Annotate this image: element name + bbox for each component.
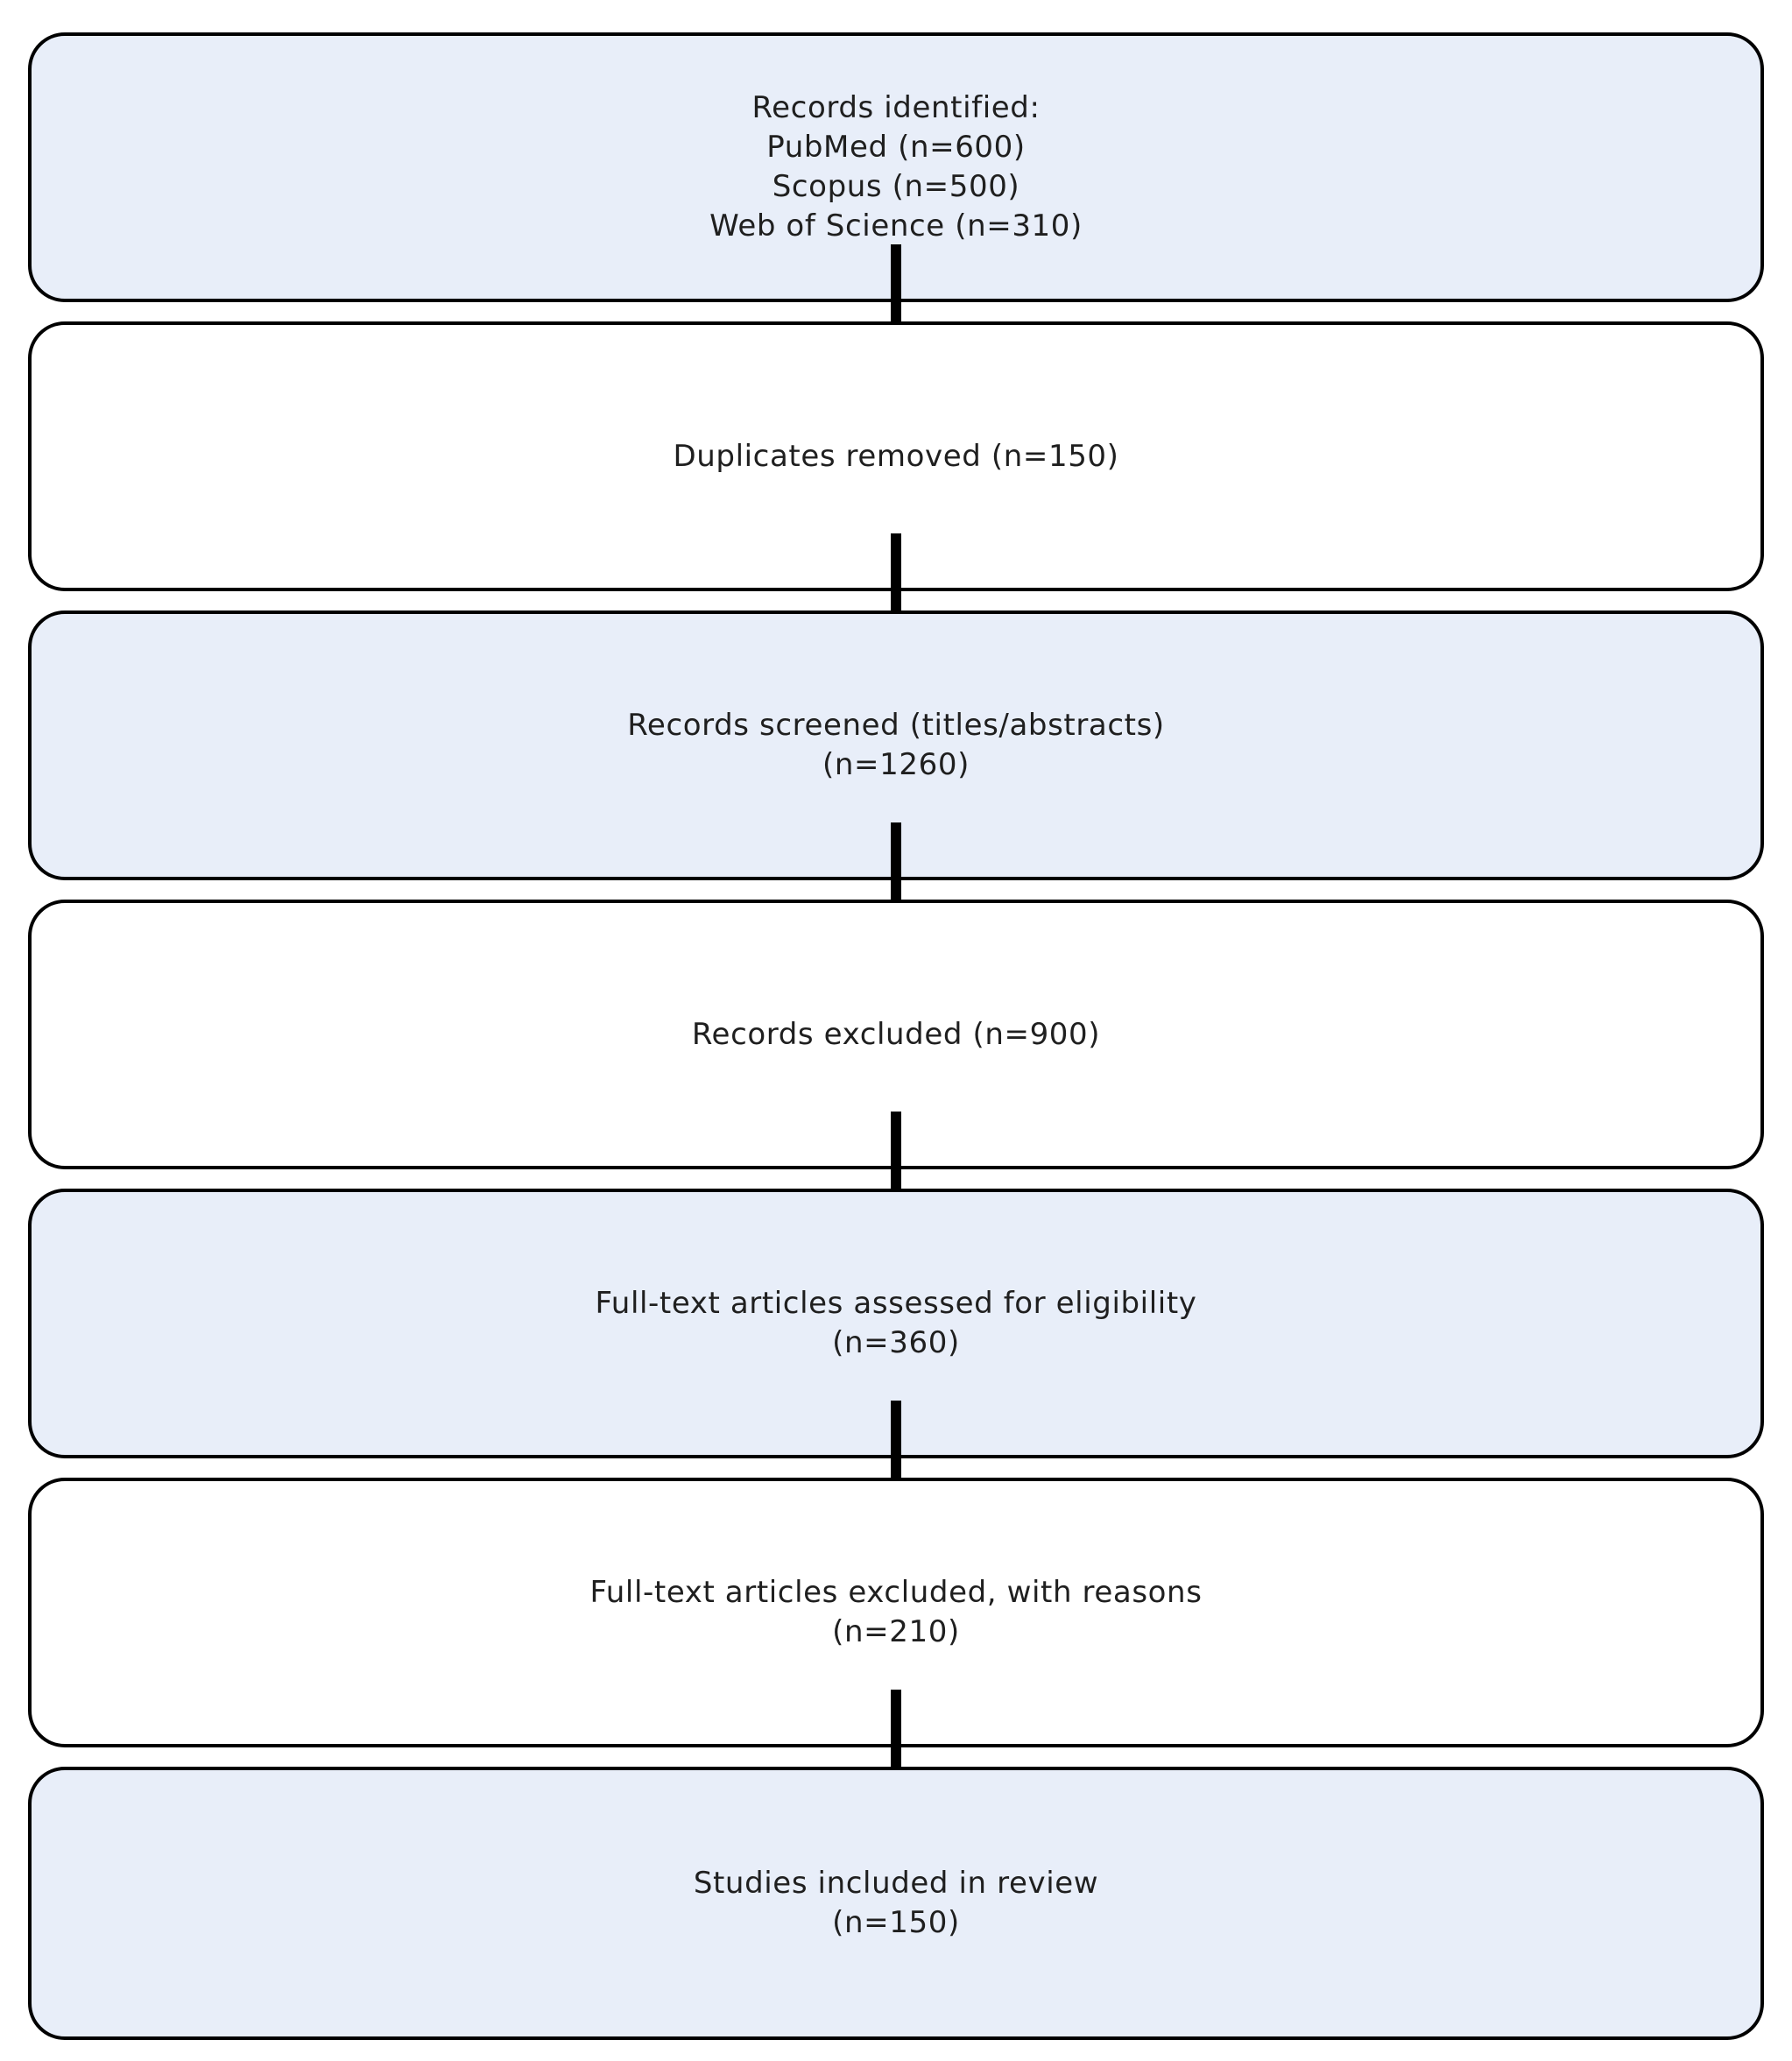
box-text-line: (n=360) bbox=[832, 1325, 960, 1360]
box-text-line: Web of Science (n=310) bbox=[709, 208, 1083, 244]
box-text-line: Studies included in review bbox=[693, 1866, 1099, 1901]
connector-arrow-3 bbox=[891, 822, 901, 903]
box-text-line: Scopus (n=500) bbox=[772, 169, 1020, 204]
box-text-line: Records excluded (n=900) bbox=[691, 1016, 1101, 1052]
box-text-line: (n=1260) bbox=[822, 747, 970, 782]
box-text-line: Records identified: bbox=[751, 90, 1041, 125]
box-text-line: PubMed (n=600) bbox=[766, 130, 1026, 165]
box-text-line: Records screened (titles/abstracts) bbox=[627, 708, 1165, 743]
box-text-line: (n=150) bbox=[832, 1905, 960, 1940]
connector-arrow-1 bbox=[891, 244, 901, 325]
box-studies-included bbox=[28, 1767, 1764, 2040]
connector-arrow-2 bbox=[891, 533, 901, 614]
box-text-line: Full-text articles assessed for eligibility bbox=[595, 1286, 1197, 1321]
connector-arrow-6 bbox=[891, 1690, 901, 1770]
connector-arrow-5 bbox=[891, 1401, 901, 1481]
connector-arrow-4 bbox=[891, 1112, 901, 1192]
box-text-line: (n=210) bbox=[832, 1614, 960, 1649]
box-text-line: Full-text articles excluded, with reasons bbox=[589, 1575, 1203, 1610]
box-text-line: Duplicates removed (n=150) bbox=[673, 438, 1119, 474]
